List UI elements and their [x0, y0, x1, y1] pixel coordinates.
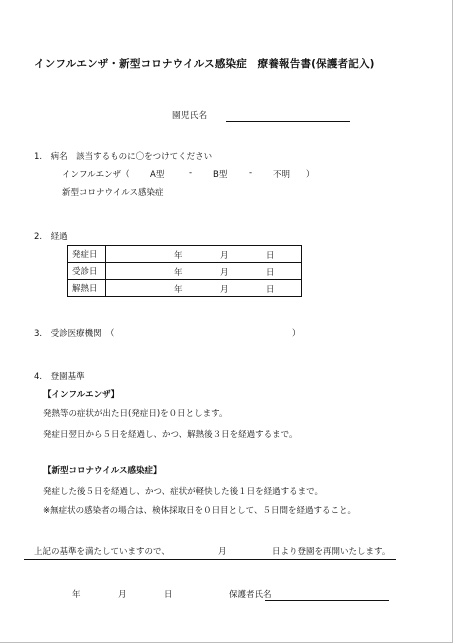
- onset-date-field[interactable]: [106, 246, 302, 263]
- section1-heading: 1. 病名 該当するものに〇をつけてください: [34, 152, 213, 162]
- influenza-unknown-option[interactable]: 不明: [273, 170, 291, 180]
- signature-month: 月: [118, 590, 127, 600]
- year-label: 年: [174, 251, 183, 261]
- day-label: 日: [266, 285, 275, 295]
- influenza-criteria-line1: 発熱等の症状が出た日(発症日)を０日とします。: [43, 409, 228, 419]
- covid-criteria-line1: 発症した後５日を経過し、かつ、症状が軽快した後１日を経過するまで。: [43, 487, 323, 497]
- influenza-type-b-option[interactable]: B型: [213, 170, 228, 180]
- signature-year: 年: [72, 590, 81, 600]
- section3-heading: 3. 受診医療機関 （: [34, 329, 115, 339]
- influenza-suffix: ）: [306, 170, 315, 180]
- influenza-separator-1: -: [189, 168, 193, 178]
- declaration-text-part2: 日より登園を再開いたします。: [272, 547, 391, 557]
- visit-date-label: 受診日: [68, 263, 106, 280]
- declaration-underline: [24, 559, 396, 560]
- month-label: 月: [220, 268, 229, 278]
- medical-institution-field[interactable]: [128, 324, 292, 338]
- child-name-label: 園児氏名: [172, 111, 208, 121]
- covid-option[interactable]: 新型コロナウイルス感染症: [62, 188, 164, 198]
- resume-month-field[interactable]: [176, 543, 216, 557]
- section3-close-paren: ）: [292, 329, 301, 339]
- month-label: 月: [220, 251, 229, 261]
- year-label: 年: [174, 285, 183, 295]
- influenza-prefix: インフルエンザ（: [62, 170, 130, 180]
- progress-table: [67, 245, 302, 297]
- table-row: [68, 280, 302, 297]
- declaration-text-part1: 上記の基準を満たしていますので、: [34, 547, 170, 557]
- fever-resolved-date-label: 解熱日: [68, 280, 106, 297]
- guardian-name-label: 保護者氏名: [229, 590, 272, 600]
- year-label: 年: [174, 268, 183, 278]
- table-row: [68, 246, 302, 263]
- day-label: 日: [266, 268, 275, 278]
- influenza-separator-2: -: [249, 168, 253, 178]
- influenza-criteria-line2: 発症日翌日から５日を経過し、かつ、解熱後３日を経過するまで。: [43, 430, 298, 440]
- signature-day: 日: [164, 590, 173, 600]
- day-label: 日: [266, 251, 275, 261]
- month-label: 月: [220, 285, 229, 295]
- influenza-criteria-title: 【インフルエンザ】: [43, 390, 120, 400]
- section4-heading: 4. 登園基準: [34, 372, 85, 382]
- fever-resolved-date-field[interactable]: [106, 280, 302, 297]
- document-title: インフルエンザ・新型コロナウイルス感染症 療養報告書(保護者記入): [34, 58, 375, 70]
- resume-day-field[interactable]: [230, 543, 270, 557]
- table-row: [68, 263, 302, 280]
- covid-criteria-line2: ※無症状の感染者の場合は、検体採取日を０日目として、５日間を経過すること。: [43, 506, 356, 516]
- influenza-type-a-option[interactable]: A型: [150, 170, 165, 180]
- visit-date-field[interactable]: [106, 263, 302, 280]
- declaration-month: 月: [218, 547, 227, 557]
- section2-heading: 2. 経過: [34, 232, 68, 242]
- guardian-name-field[interactable]: [265, 600, 389, 601]
- child-name-field[interactable]: [226, 121, 350, 122]
- covid-criteria-title: 【新型コロナウイルス感染症】: [43, 466, 162, 476]
- onset-date-label: 発症日: [68, 246, 106, 263]
